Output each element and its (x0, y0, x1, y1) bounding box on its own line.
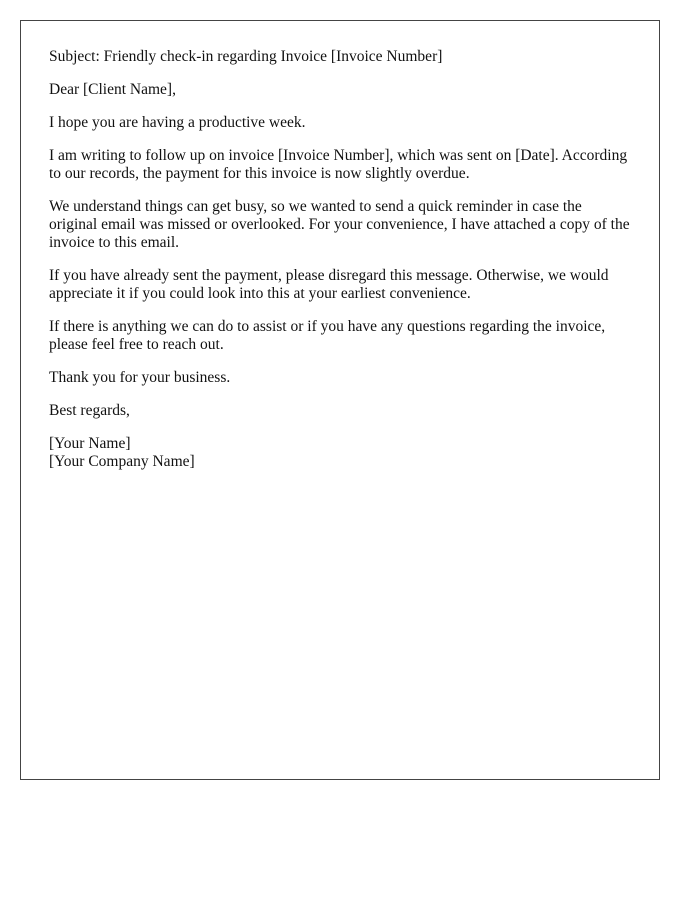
letter-paragraph-greeting: I hope you are having a productive week. (49, 114, 306, 131)
letter-paragraph-thanks: Thank you for your business. (49, 369, 231, 386)
letter-salutation: Dear [Client Name], (49, 81, 176, 98)
letter-paragraph-invoice-followup: I am writing to follow up on invoice [Invoice Number], which was sent on [Date]. According to our records, the payment for this invoice is now slightly overdue. (49, 147, 628, 182)
letter-closing: Best regards, (49, 402, 130, 419)
letter-signature (49, 435, 631, 471)
signature-name: [Your Name] (49, 435, 131, 452)
signature-company: [Your Company Name] (49, 453, 195, 470)
letter-document (20, 20, 660, 780)
letter-subject: Subject: Friendly check-in regarding Invoice [Invoice Number] (49, 48, 443, 65)
letter-paragraph-reminder: We understand things can get busy, so we wanted to send a quick reminder in case the original email was missed or overlooked. For your convenience, I have attached a copy of the invoice to this email. (49, 198, 630, 251)
letter-paragraph-assistance: If there is anything we can do to assist or if you have any questions regarding the invoice, please feel free to reach out. (49, 318, 606, 353)
letter-paragraph-payment-request: If you have already sent the payment, please disregard this message. Otherwise, we would appreciate it if you could look into this at your earliest convenience. (49, 267, 609, 302)
